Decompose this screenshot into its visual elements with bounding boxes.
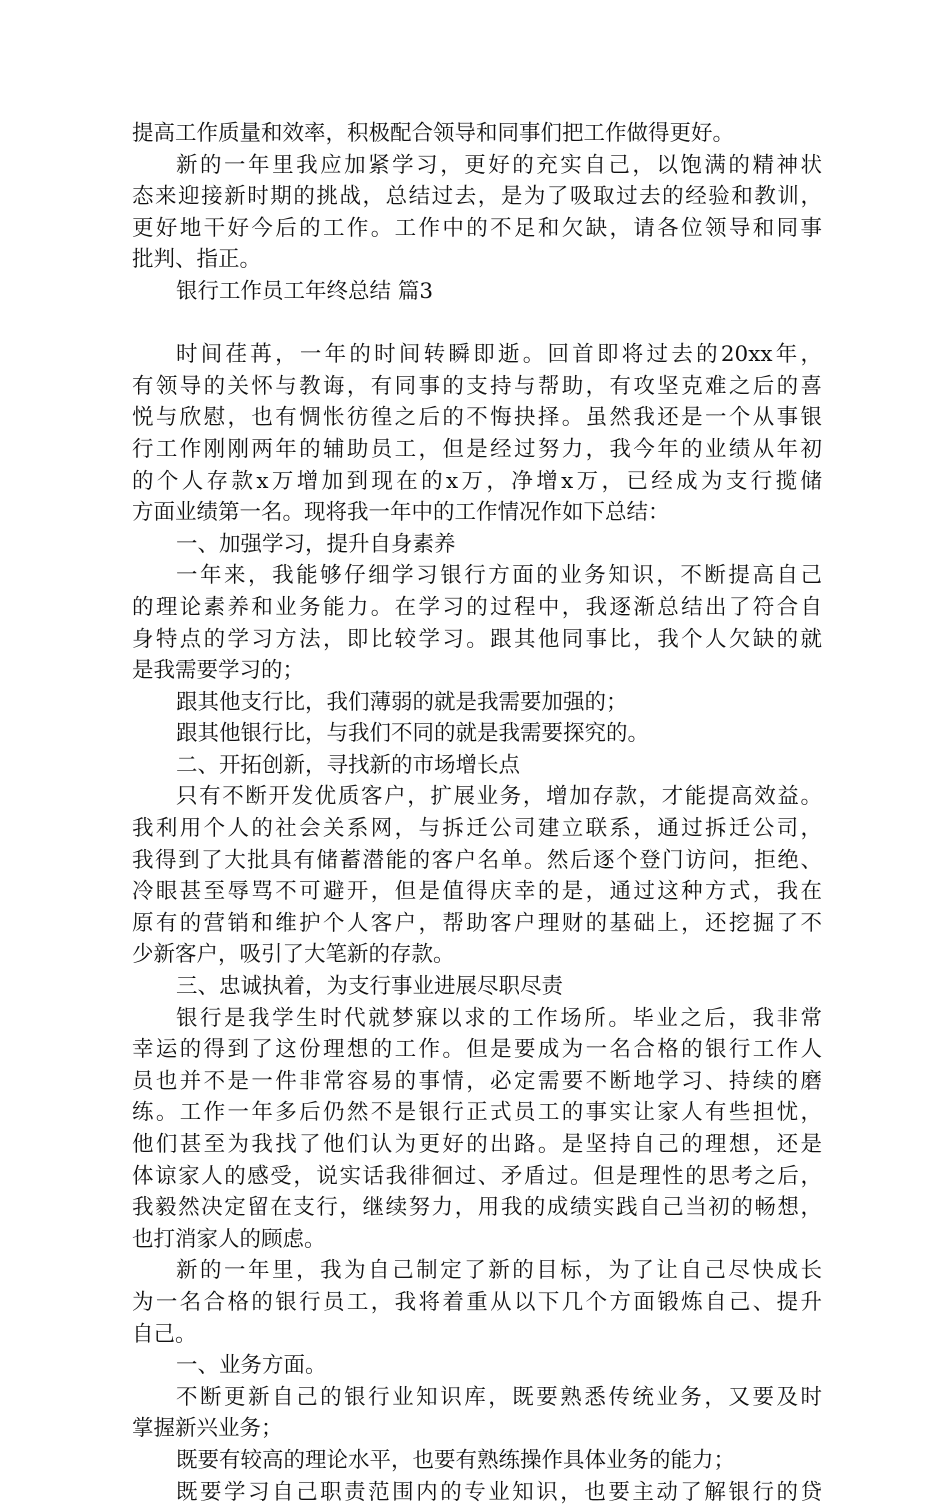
section-heading (132, 529, 822, 561)
paragraph (132, 1255, 822, 1350)
text-line: 三、忠诚执着，为支行事业进展尽职尽责 (176, 974, 564, 1000)
text-line: 不断更新自己的银行业知识库，既要熟悉传统业务，又要及时 (176, 1384, 822, 1410)
section-heading (132, 276, 822, 308)
text-line: 跟其他支行比，我们薄弱的就是我需要加强的； (176, 689, 628, 715)
paragraph (132, 781, 822, 971)
text-line: 新的一年里我应加紧学习，更好的充实自己，以饱满的精神状 (176, 152, 822, 178)
paragraph (132, 150, 822, 276)
text-line: 原有的营销和维护个人客户，帮助客户理财的基础上，还挖掘了不 (132, 910, 822, 936)
text-line: 更好地干好今后的工作。工作中的不足和欠缺，请各位领导和同事 (132, 215, 822, 241)
paragraph (132, 1445, 822, 1477)
text-line: 批判、指正。 (132, 247, 262, 273)
text-line: 我利用个人的社会关系网，与拆迁公司建立联系，通过拆迁公司， (132, 816, 822, 842)
text-line: 练。工作一年多后仍然不是银行正式员工的事实让家人有些担忧， (132, 1100, 822, 1126)
text-line: 悦与欣慰，也有惆怅彷徨之后的不悔抉择。虽然我还是一个从事银 (132, 405, 822, 431)
text-line: 一年来，我能够仔细学习银行方面的业务知识，不断提高自己 (176, 563, 822, 589)
text-line: 幸运的得到了这份理想的工作。但是要成为一名合格的银行工作人 (132, 1037, 822, 1063)
text-line: 银行工作员工年终总结 篇3 (176, 278, 434, 304)
text-line: 自己。 (132, 1321, 197, 1347)
text-line: 既要有较高的理论水平，也要有熟练操作具体业务的能力； (176, 1447, 736, 1473)
document-page (132, 118, 822, 1508)
text-line: 提高工作质量和效率，积极配合领导和同事们把工作做得更好。 (132, 121, 735, 146)
text-line: 也打消家人的顾虑。 (132, 1226, 326, 1252)
paragraph (132, 1477, 822, 1508)
text-line: 我毅然决定留在支行，继续努力，用我的成绩实践自己当初的畅想， (132, 1195, 822, 1221)
text-line: 少新客户，吸引了大笔新的存款。 (132, 942, 455, 968)
text-line: 冷眼甚至辱骂不可避开，但是值得庆幸的是，通过这种方式，我在 (132, 879, 822, 905)
paragraph (132, 118, 822, 150)
paragraph (132, 560, 822, 686)
text-line: 我得到了大批具有储蓄潜能的客户名单。然后逐个登门访问，拒绝、 (132, 847, 822, 873)
text-line: 态来迎接新时期的挑战，总结过去，是为了吸取过去的经验和教训， (132, 184, 822, 210)
text-line: 为一名合格的银行员工，我将着重从以下几个方面锻炼自己、提升 (132, 1289, 822, 1315)
text-line: 体谅家人的感受，说实话我徘徊过、矛盾过。但是理性的思考之后， (132, 1163, 822, 1189)
paragraph (132, 339, 822, 529)
text-line: 一、业务方面。 (176, 1353, 327, 1379)
blank-line (132, 308, 822, 340)
text-line: 的理论素养和业务能力。在学习的过程中，我逐渐总结出了符合自 (132, 594, 822, 620)
text-line: 时间荏苒，一年的时间转瞬即逝。回首即将过去的20xx年， (176, 342, 822, 368)
text-line: 银行是我学生时代就梦寐以求的工作场所。毕业之后，我非常 (176, 1005, 822, 1031)
text-line: 掌握新兴业务； (132, 1416, 283, 1442)
text-line: 一、加强学习，提升自身素养 (176, 531, 456, 557)
text-line: 是我需要学习的； (132, 658, 305, 684)
text-line: 只有不断开发优质客户，扩展业务，增加存款，才能提高效益。 (176, 784, 822, 810)
text-line: 员也并不是一件非常容易的事情，必定需要不断地学习、持续的磨 (132, 1068, 822, 1094)
text-line: 跟其他银行比，与我们不同的就是我需要探究的。 (176, 721, 650, 747)
text-line: 他们甚至为我找了他们认为更好的出路。是坚持自己的理想，还是 (132, 1132, 822, 1157)
text-line: 新的一年里，我为自己制定了新的目标，为了让自己尽快成长 (176, 1258, 822, 1284)
paragraph (132, 718, 822, 750)
text-line: 二、开拓创新，寻找新的市场增长点 (176, 752, 521, 778)
text-line: 身特点的学习方法，即比较学习。跟其他同事比，我个人欠缺的就 (132, 626, 822, 652)
section-heading (132, 971, 822, 1003)
text-line: 的个人存款x万增加到现在的x万，净增x万，已经成为支行揽储 (132, 468, 822, 494)
text-line: 行工作刚刚两年的辅助员工，但是经过努力，我今年的业绩从年初 (132, 436, 822, 462)
text-line: 既要学习自己职责范围内的专业知识，也要主动了解银行的贷 (176, 1479, 822, 1505)
section-heading (132, 750, 822, 782)
paragraph (132, 1382, 822, 1445)
paragraph (132, 687, 822, 719)
section-heading (132, 1350, 822, 1382)
text-line: 有领导的关怀与教诲，有同事的支持与帮助，有攻坚克难之后的喜 (132, 373, 822, 399)
text-line: 方面业绩第一名。现将我一年中的工作情况作如下总结： (132, 500, 670, 526)
paragraph (132, 1003, 822, 1256)
